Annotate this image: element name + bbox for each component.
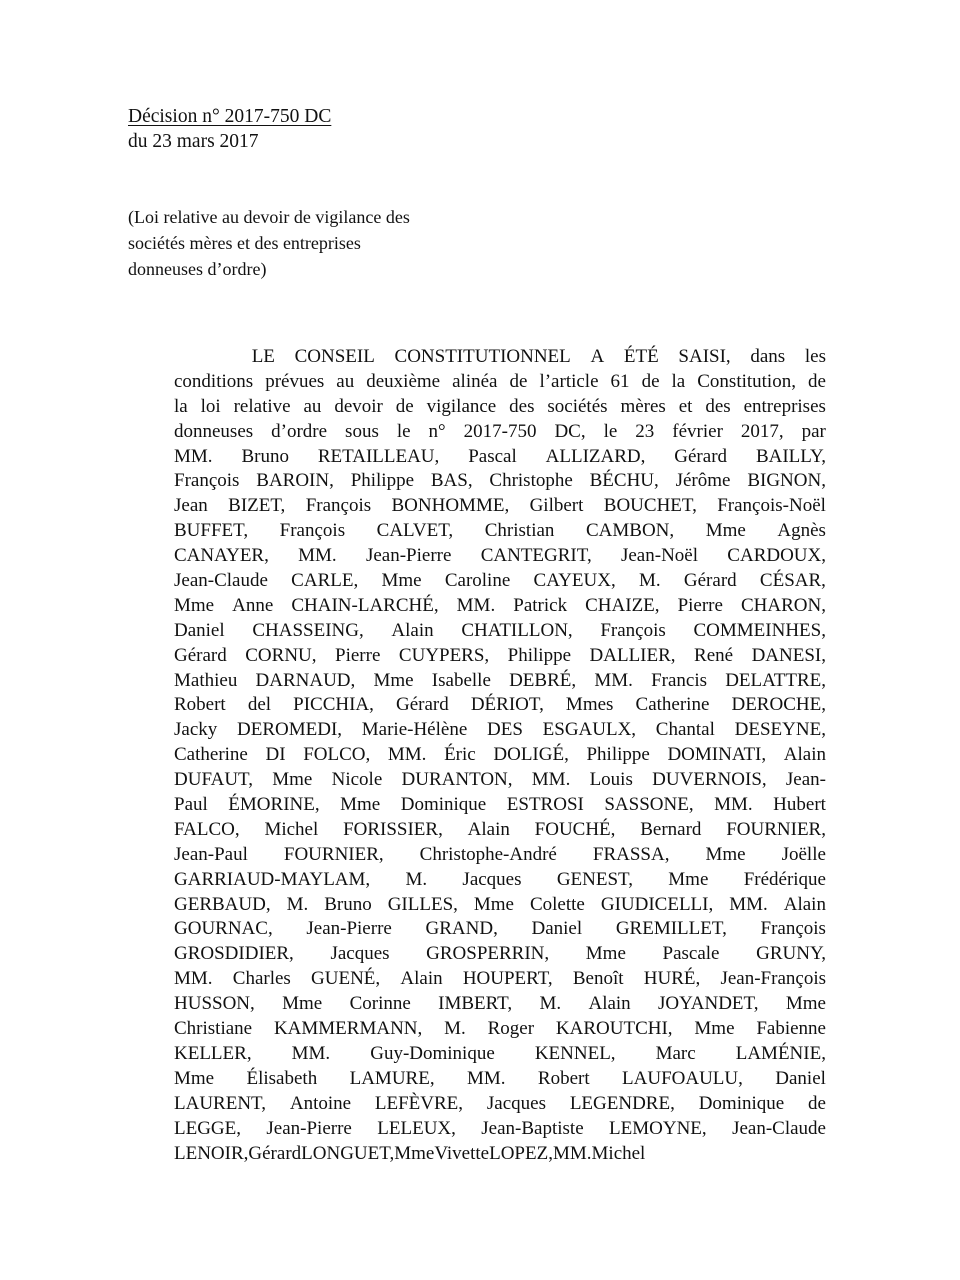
body-word: Joëlle [781,843,826,865]
body-word: BIGNON, [747,470,826,492]
body-word: DEROCHE, [731,694,826,716]
body-word: alinéa [452,370,498,392]
body-word: mères [620,395,666,417]
body-word: DESEYNE, [734,719,826,741]
body-word: FOLCO, [303,744,371,766]
body-line [174,594,826,619]
body-word: Jean-Pierre [365,545,452,567]
body-word: LONGUET, [301,1142,395,1164]
body-word: Roger [487,1018,535,1040]
body-word: LEGGE, [174,1117,242,1139]
body-word: GRUNY, [756,943,826,965]
body-word: Mme [705,843,746,865]
body-line [174,669,826,694]
body-word: Mme [394,1142,435,1164]
body-word: 23 [635,420,655,442]
body-word: CUYPERS, [398,644,490,666]
body-word: KAMMERMANN, [273,1018,423,1040]
body-word: DÉRIOT, [470,694,544,716]
body-word: de [641,370,660,392]
body-word: GRAND, [425,918,498,940]
body-word: GROSPERRIN, [426,943,550,965]
body-word: Fabienne [756,1018,826,1040]
body-word: KELLER, [174,1042,252,1064]
body-word: HOUPERT, [462,968,553,990]
body-word: LAMÉNIE, [735,1042,826,1064]
body-word: Mathieu [174,669,238,691]
body-word: la [671,370,686,392]
body-word: Christiane [174,1018,253,1040]
body-word: LEGENDRE, [569,1092,675,1114]
body-word: MM. [594,669,633,691]
body-word: MM. [174,968,213,990]
body-word: des [705,395,731,417]
body-word: Michel [591,1142,646,1164]
body-word: CONSTITUTIONNEL [394,346,571,367]
body-word: François [760,918,826,940]
body-word: GARRIAUD-MAYLAM, [174,868,371,890]
body-word: Mme [272,769,313,791]
body-word: Alain [391,619,434,641]
body-word: Mme [585,943,626,965]
body-word: BÉCHU, [589,470,659,492]
body-word: Guy-Dominique [370,1042,495,1064]
body-line [174,1017,826,1042]
body-word: 61 [610,370,630,392]
body-line [174,494,826,519]
body-word: Daniel [174,619,225,641]
body-word: Mme [282,993,323,1015]
body-word: Marc [655,1042,696,1064]
body-word: FOUCHÉ, [534,818,616,840]
body-word: COMMEINHES, [693,619,826,641]
body-line [174,793,826,818]
body-word: Jacques [462,868,522,890]
body-word: M. [405,868,428,890]
body-line [174,544,826,569]
body-word: relative [233,395,291,417]
body-word: GERBAUD, [174,893,271,915]
body-word: CARLE, [291,570,359,592]
body-word: au [336,370,355,392]
body-line [174,843,826,868]
body-word: Gérard [674,445,728,467]
body-word: Jean-Claude [732,1117,826,1139]
body-word: Mme [174,1067,215,1089]
body-word: Philippe [350,470,415,492]
body-word: Jean [174,495,208,517]
body-word: FRASSA, [592,843,670,865]
body-word: BOUCHET, [603,495,697,517]
body-line [174,942,826,967]
body-word: CHAIN-LARCHÉ, [291,594,439,616]
body-word: Jean-François [720,968,826,990]
body-word: Chantal [655,719,715,741]
body-word: Robert [537,1067,590,1089]
body-word: CHAIZE, [585,594,660,616]
body-word: Mme [174,594,215,616]
body-word: CANAYER, [174,545,269,567]
body-word: BAILLY, [755,445,826,467]
body-line [174,619,826,644]
body-word: CHASSEING, [252,619,364,641]
body-word: par [801,420,826,442]
body-word: Charles [232,968,291,990]
body-word: le [603,420,618,442]
body-word: Colette [529,893,585,915]
body-line [174,345,826,370]
body-word: CÉSAR, [759,570,826,592]
body-word: Corinne [349,993,411,1015]
body-word: Vivette [434,1142,490,1164]
body-word: SAISI, [678,346,731,367]
body-word: ÉMORINE, [228,794,320,816]
body-word: M. [539,993,562,1015]
body-word: Anne [232,594,274,616]
body-line [174,469,826,494]
body-line [174,1067,826,1092]
body-word: devoir [334,395,383,417]
body-word: LAUFOAULU, [622,1067,743,1089]
body-word: Frédérique [743,868,826,890]
body-word: Benoît [572,968,624,990]
body-word: DEBRÉ, [509,669,577,691]
body-word: CAMBON, [585,520,675,542]
body-word: CAYEUX, [533,570,616,592]
body-word: Philippe [586,744,650,766]
body-word: conditions [174,370,254,392]
body-word: Mme [340,794,381,816]
body-line [174,718,826,743]
body-word: n° [428,420,446,442]
body-word: Robert [174,694,226,716]
body-word: Alain [467,818,510,840]
body-word: Francis [651,669,707,691]
body-word: Paul [174,794,208,816]
body-word: ESTROSI [506,794,584,816]
body-word: DC, [554,420,586,442]
body-word: et [678,395,693,417]
body-word: de [395,395,414,417]
body-word: DARNAUD, [255,669,356,691]
law-title-block [128,204,558,282]
body-word: Mme [785,993,826,1015]
body-word: DUVERNOIS, [652,769,767,791]
body-word: Gérard [248,1142,302,1164]
body-word: M. [638,570,661,592]
body-word: LOPEZ, [489,1142,553,1164]
body-word: Pascal [468,445,517,467]
body-word: Élisabeth [246,1067,318,1089]
body-word: Dominique [400,794,487,816]
body-word: François [279,520,346,542]
body-line [174,445,826,470]
body-word: François [174,470,240,492]
body-word: Marie-Hélène [361,719,468,741]
body-word: Jacques [486,1092,546,1114]
body-word: LAMURE, [349,1067,435,1089]
body-word: M. [444,1018,466,1040]
body-word: Isabelle [431,669,491,691]
body-word: PICCHIA, [293,694,374,716]
law-title-line: donneuses d’ordre) [128,259,267,279]
body-word: sociétés [547,395,608,417]
body-word: KENNEL, [534,1042,616,1064]
body-word: MM. [552,1142,592,1164]
body-line [174,644,826,669]
decision-header [128,104,648,154]
body-word: Mme [705,520,746,542]
body-word: au [303,395,322,417]
body-word: loi [200,395,221,417]
body-word: Mme [668,868,709,890]
body-word: Gilbert [529,495,584,517]
body-word: BAS, [430,470,473,492]
body-word: LENOIR, [174,1142,249,1164]
body-line [174,1042,826,1067]
body-word: DANESI, [751,644,826,666]
body-word: Hubert [773,794,826,816]
body-word: CONSEIL [294,346,375,367]
body-word: LE [251,346,275,367]
body-word: DES [487,719,523,741]
body-word: Alain [400,968,443,990]
body-word: DELATTRE, [725,669,826,691]
body-word: ÉTÉ [623,346,659,367]
body-word: vigilance [426,395,497,417]
body-word: Philippe [507,644,572,666]
body-word: Mme [373,669,414,691]
body-word: M. [286,893,309,915]
body-word: BUFFET, [174,520,249,542]
body-word: Daniel [531,918,583,940]
body-word: Gérard [395,694,449,716]
body-word: Mme [381,570,422,592]
body-word: Jean- [785,769,826,791]
body-line [174,917,826,942]
body-word: MM. [729,893,768,915]
body-word: del [247,694,272,716]
body-line [174,519,826,544]
body-word: HURÉ, [643,968,701,990]
body-word: le [396,420,411,442]
body-word: GROSDIDIER, [174,943,294,965]
body-line [174,395,826,420]
body-word: René [694,644,734,666]
body-word: Bruno [241,445,289,467]
body-word: Christian [484,520,555,542]
body-word: LELEUX, [377,1117,456,1139]
body-word: Daniel [775,1067,826,1089]
body-word: GOURNAC, [174,918,273,940]
body-word: Pascale [662,943,720,965]
body-word: LEFÈVRE, [374,1092,464,1114]
body-word: Christophe [489,470,573,492]
body-word: JOYANDET, [658,993,759,1015]
body-line [174,1142,826,1167]
body-word: Christophe-André [419,843,557,865]
body-word: MM. [714,794,753,816]
decision-body-text [174,345,826,1166]
body-word: Jean-Noël [620,545,699,567]
body-word: deuxième [366,370,441,392]
body-word: GUENÉ, [311,968,381,990]
body-word: Patrick [513,594,568,616]
body-line [174,569,826,594]
decision-number: Décision n° 2017-750 DC [128,106,332,127]
body-word: CHATILLON, [461,619,573,641]
body-word: GREMILLET, [615,918,727,940]
body-word: Antoine [289,1092,352,1114]
body-word: DEROMEDI, [237,719,343,741]
body-word: Pierre [335,644,381,666]
body-word: dans [750,346,786,367]
body-word: Jacques [330,943,390,965]
body-word: KAROUTCHI, [555,1018,673,1040]
body-word: François [305,495,372,517]
law-title-line: sociétés mères et des entreprises [128,233,361,253]
body-word: DURANTON, [401,769,513,791]
body-word: CANTEGRIT, [480,545,592,567]
law-title-line: (Loi relative au devoir de vigilance des [128,207,410,227]
body-word: des [509,395,535,417]
body-word: GILLES, [387,893,458,915]
body-word: Caroline [444,570,511,592]
body-word: d’ordre [271,420,328,442]
body-line [174,1117,826,1142]
body-word: Jean-Claude [174,570,268,592]
body-word: DUFAUT, [174,769,253,791]
body-word: GIUDICELLI, [600,893,714,915]
body-word: entreprises [743,395,826,417]
body-word: MM. [174,445,213,467]
body-word: Mmes [565,694,614,716]
body-word: FOURNIER, [726,818,826,840]
body-word: Jean-Pierre [306,918,392,940]
body-word: Dominique [698,1092,785,1114]
body-word: Bernard [640,818,702,840]
body-word: Jean-Pierre [266,1117,352,1139]
body-word: de [807,370,826,392]
body-word: de [509,370,528,392]
body-word: François [600,619,666,641]
body-word: Catherine [174,744,248,766]
body-word: Louis [589,769,633,791]
body-word: Pierre [677,594,723,616]
body-word: MM. [466,1067,506,1089]
body-word: la [174,395,188,417]
body-line [174,370,826,395]
body-word: LAURENT, [174,1092,266,1114]
body-word: MM. [531,769,571,791]
body-word: LEMOYNE, [609,1117,707,1139]
body-word: Éric [444,744,476,766]
body-word: MM. [456,594,496,616]
body-word: FORISSIER, [343,818,443,840]
body-word: ESGAULX, [542,719,637,741]
body-word: Jacky [174,719,218,741]
body-word: CARDOUX, [727,545,826,567]
body-word: MM. [298,545,337,567]
body-word: Constitution, [697,370,796,392]
body-word: Catherine [635,694,710,716]
body-line [174,1092,826,1117]
body-word: DI [265,744,286,766]
body-word: Agnès [777,520,826,542]
body-word: MM. [387,744,427,766]
body-word: Gérard [174,644,227,666]
body-line [174,992,826,1017]
body-word: DOLIGÉ, [493,744,569,766]
decision-date: du 23 mars 2017 [128,131,259,152]
body-word: donneuses [174,420,254,442]
body-word: DALLIER, [589,644,676,666]
body-word: BONHOMME, [391,495,510,517]
body-word: SASSONE, [604,794,694,816]
body-word: CORNU, [245,644,317,666]
body-word: sous [345,420,379,442]
body-word: Michel [264,818,319,840]
body-word: GENEST, [556,868,633,890]
body-word: Jean-Paul [174,843,248,865]
body-word: février [672,420,723,442]
body-word: A [590,346,605,367]
body-word: 2017, [740,420,784,442]
body-line [174,868,826,893]
body-word: HUSSON, [174,993,255,1015]
body-word: CALVET, [376,520,454,542]
body-word: Jérôme [675,470,731,492]
body-word: François-Noël [717,495,826,517]
body-line [174,967,826,992]
body-line [174,818,826,843]
body-word: Gérard [683,570,737,592]
body-word: DOMINATI, [667,744,767,766]
body-word: CHARON, [741,594,826,616]
body-word: IMBERT, [438,993,513,1015]
body-word: Alain [588,993,631,1015]
body-word: Mme [473,893,514,915]
body-word: RETAILLEAU, [317,445,440,467]
body-word: FOURNIER, [283,843,384,865]
body-word: Alain [783,744,826,766]
body-line [174,693,826,718]
body-word: de [808,1092,826,1114]
body-word: Nicole [331,769,383,791]
body-word: Jean-Baptiste [481,1117,584,1139]
body-word: Bruno [324,893,372,915]
body-line [174,743,826,768]
body-word: l’article [539,370,599,392]
body-line [174,420,826,445]
body-word: BAROIN, [256,470,334,492]
body-word: Alain [783,893,826,915]
body-word: prévues [265,370,325,392]
body-word: BIZET, [228,495,286,517]
body-word: 2017-750 [463,420,537,442]
body-word: Mme [694,1018,735,1040]
body-line [174,893,826,918]
body-word: les [804,346,826,367]
body-word: MM. [291,1042,331,1064]
body-line [174,768,826,793]
body-word: ALLIZARD, [545,445,646,467]
body-word: FALCO, [174,818,240,840]
